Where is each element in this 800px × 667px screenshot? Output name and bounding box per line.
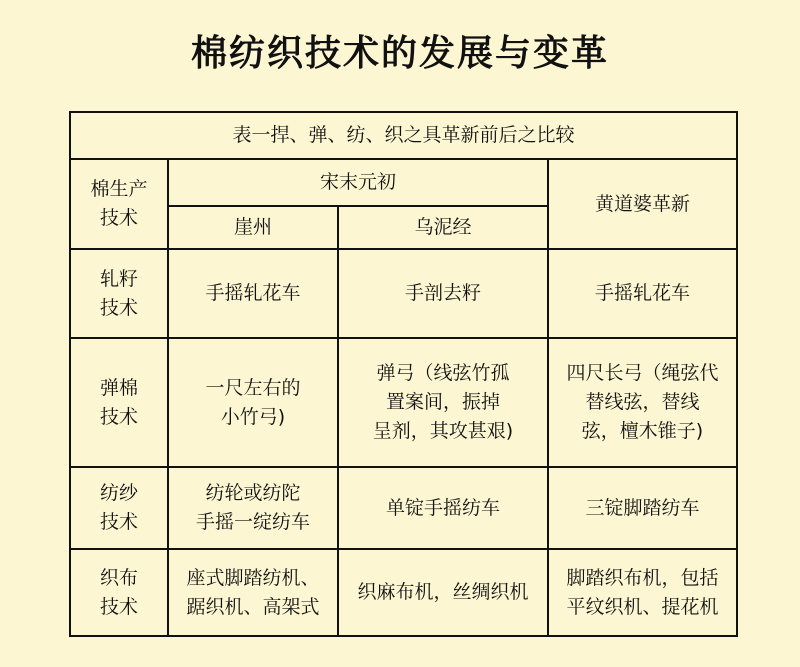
cell-wunijing: 手剖去籽 — [338, 249, 548, 338]
header-row-1 — [70, 159, 737, 206]
cell-wunijing: 织麻布机，丝绸织机 — [338, 549, 548, 636]
cell-yazhou: 一尺左右的 小竹弓) — [168, 338, 338, 467]
cell-yazhou: 座式脚踏纺机、 踞织机、高架式 — [168, 549, 338, 636]
cell-huang: 三锭脚踏纺车 — [548, 467, 737, 549]
cell-huang: 脚踏织布机，包括 平纹织机、提花机 — [548, 549, 737, 636]
row-label: 轧籽 技术 — [70, 249, 168, 338]
cell-huang: 四尺长弓（绳弦代 替线弦，替线 弦，檀木锥子) — [548, 338, 737, 467]
cell-huang: 手摇轧花车 — [548, 249, 737, 338]
caption-row — [70, 112, 737, 159]
table-row — [70, 467, 737, 549]
header-huang-daopo: 黄道婆革新 — [548, 159, 737, 249]
cell-wunijing: 单锭手摇纺车 — [338, 467, 548, 549]
header-song-yuan: 宋末元初 — [168, 159, 548, 206]
comparison-table — [69, 111, 738, 637]
row-label: 弹棉 技术 — [70, 338, 168, 467]
row-label: 织布 技术 — [70, 549, 168, 636]
page-title: 棉纺织技术的发展与变革 — [190, 33, 609, 74]
table-row — [70, 249, 737, 338]
table-row — [70, 549, 737, 636]
table-row — [70, 338, 737, 467]
table-caption: 表一捍、弹、纺、织之具革新前后之比较 — [70, 112, 737, 159]
corner-header: 棉生产 技术 — [70, 159, 168, 249]
cell-yazhou: 手摇轧花车 — [168, 249, 338, 338]
row-label: 纺纱 技术 — [70, 467, 168, 549]
cell-wunijing: 弹弓（线弦竹孤 置案间，振掉 呈剂，其攻甚艰) — [338, 338, 548, 467]
header-wunijing: 乌泥经 — [338, 206, 548, 249]
cell-yazhou: 纺轮或纺陀 手摇一绽纺车 — [168, 467, 338, 549]
header-yazhou: 崖州 — [168, 206, 338, 249]
